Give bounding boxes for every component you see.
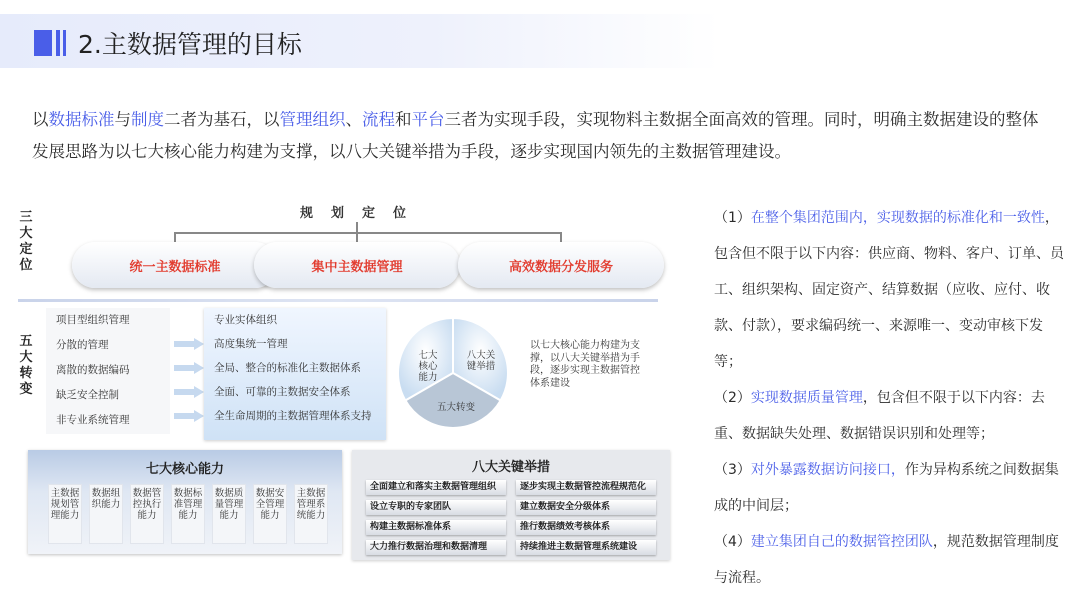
capability-item: 主数据管理系统能力 — [294, 484, 328, 544]
pie-label-left: 七大核心能力 — [418, 350, 438, 383]
eight-measures-panel — [352, 450, 670, 560]
goal-item — [714, 200, 1064, 380]
intro-text: 以 — [32, 110, 49, 129]
intro-highlight: 平台 — [411, 110, 445, 129]
header-bar-icon — [34, 30, 52, 56]
header-bar-icon — [56, 30, 60, 56]
pie-note: 以七大核心能力构建为支撑，以八大关键举措为手段，逐步实现主数据管控体系建设 — [530, 340, 640, 389]
measure-item: 持续推进主数据管理系统建设 — [516, 540, 656, 555]
goal-text: ，规范数据管理制度与流程。 — [714, 534, 1059, 586]
capability-item: 数据质量管理能力 — [212, 484, 246, 544]
intro-text: 二者为基石，以 — [164, 110, 280, 129]
from-item: 项目型组织管理 — [56, 314, 130, 326]
goal-highlight: 实现数据质量管理 — [750, 390, 863, 406]
tree-connector — [174, 232, 562, 234]
intro-paragraph — [32, 104, 1052, 168]
header-bar-icon — [63, 30, 66, 56]
intro-text: 与 — [114, 110, 131, 129]
pie-label-bottom: 五大转变 — [436, 402, 475, 413]
goal-item — [714, 380, 1064, 452]
measure-item: 构建主数据标准体系 — [366, 520, 506, 535]
intro-text: 、 — [345, 110, 362, 129]
arrow-right-icon — [174, 410, 204, 422]
position-pill: 集中主数据管理 — [254, 242, 460, 288]
capability-item: 数据安全管理能力 — [253, 484, 287, 544]
section-header — [0, 14, 720, 68]
label-three-positions: 三大定位 — [19, 210, 33, 273]
divider — [18, 299, 658, 302]
arrow-right-icon — [174, 386, 204, 398]
measure-item: 推行数据绩效考核体系 — [516, 520, 656, 535]
label-five-transformations: 五大转变 — [19, 334, 33, 397]
capability-item: 主数据规划管理能力 — [48, 484, 82, 544]
to-item: 全面、可靠的主数据安全体系 — [214, 386, 351, 398]
goal-number: （3） — [714, 462, 751, 478]
arrow-right-icon — [174, 362, 204, 374]
from-item: 缺乏安全控制 — [56, 389, 119, 401]
capability-item: 数据标准管理能力 — [171, 484, 205, 544]
goal-text: 作为异构系统之间数据集成的中间层； — [714, 462, 1059, 514]
tree-connector — [174, 232, 176, 242]
to-state-list — [204, 308, 386, 440]
eight-measures-title: 八大关键举措 — [471, 460, 550, 475]
intro-text: 和 — [395, 110, 412, 129]
page-title: 2.主数据管理的目标 — [78, 30, 302, 59]
tree-connector — [356, 232, 358, 242]
goal-highlight: 在整个集团范围内，实现数据的标准化和一致性 — [750, 210, 1045, 226]
capability-item: 数据管控执行能力 — [130, 484, 164, 544]
goal-highlight: 建立集团自己的数据管控团队 — [750, 534, 933, 550]
goal-number: （1） — [714, 210, 751, 226]
to-item: 专业实体组织 — [214, 314, 277, 326]
to-item: 全局、整合的标准化主数据体系 — [214, 362, 361, 374]
from-state-list — [46, 308, 170, 434]
goal-number: （4） — [714, 534, 751, 550]
to-item: 全生命周期的主数据管理体系支持 — [214, 410, 372, 422]
goal-highlight: 对外暴露数据访问接口， — [750, 462, 905, 478]
arrow-right-icon — [174, 338, 204, 350]
master-data-diagram — [14, 190, 704, 580]
capability-item: 数据组织能力 — [89, 484, 123, 544]
intro-text: 三者为实现手段，实现物料主数据全面高效的管理。同时，明确主数据建设的整体发展思路为以七大核心能力构建为支撑，以八大关键举措为手段，逐步实现国内领先的主数据管理建设。 — [32, 110, 1039, 161]
measure-item: 全面建立和落实主数据管理组织 — [366, 480, 506, 495]
position-pill: 统一主数据标准 — [72, 242, 278, 288]
from-item: 离散的数据编码 — [56, 364, 130, 376]
seven-capabilities-panel — [28, 450, 342, 554]
from-item: 分散的管理 — [56, 339, 109, 351]
measure-item: 设立专职的专家团队 — [366, 500, 506, 515]
to-item: 高度集统一管理 — [214, 338, 288, 350]
seven-capabilities-title: 七大核心能力 — [145, 462, 224, 477]
goal-item — [714, 524, 1064, 596]
goal-item — [714, 452, 1064, 524]
goal-text: ，包含但不限于以下内容：去重、数据缺失处理、数据错误识别和处理等； — [714, 390, 1045, 442]
pie-label-right: 八大关键举措 — [466, 350, 496, 372]
measure-item: 大力推行数据治理和数据清理 — [366, 540, 506, 555]
from-item: 非专业系统管理 — [56, 414, 130, 426]
intro-highlight: 管理组织 — [279, 110, 346, 129]
goals-list — [714, 200, 1064, 596]
position-pill: 高效数据分发服务 — [458, 242, 664, 288]
planning-title: 规划定位 — [300, 206, 425, 221]
tree-connector — [560, 232, 562, 242]
intro-highlight: 数据标准 — [48, 110, 115, 129]
measure-item: 建立数据安全分级体系 — [516, 500, 656, 515]
goal-text: ，包含但不限于以下内容：供应商、物料、客户、订单、员工、组织架构、固定资产、结算数据（应收、应付、收款、付款），要求编码统一、来源唯一、变动审核下发等； — [714, 210, 1064, 370]
measure-item: 逐步实现主数据管控流程规范化 — [516, 480, 656, 495]
goal-number: （2） — [714, 390, 751, 406]
intro-highlight: 流程 — [362, 110, 395, 129]
intro-highlight: 制度 — [131, 110, 164, 129]
